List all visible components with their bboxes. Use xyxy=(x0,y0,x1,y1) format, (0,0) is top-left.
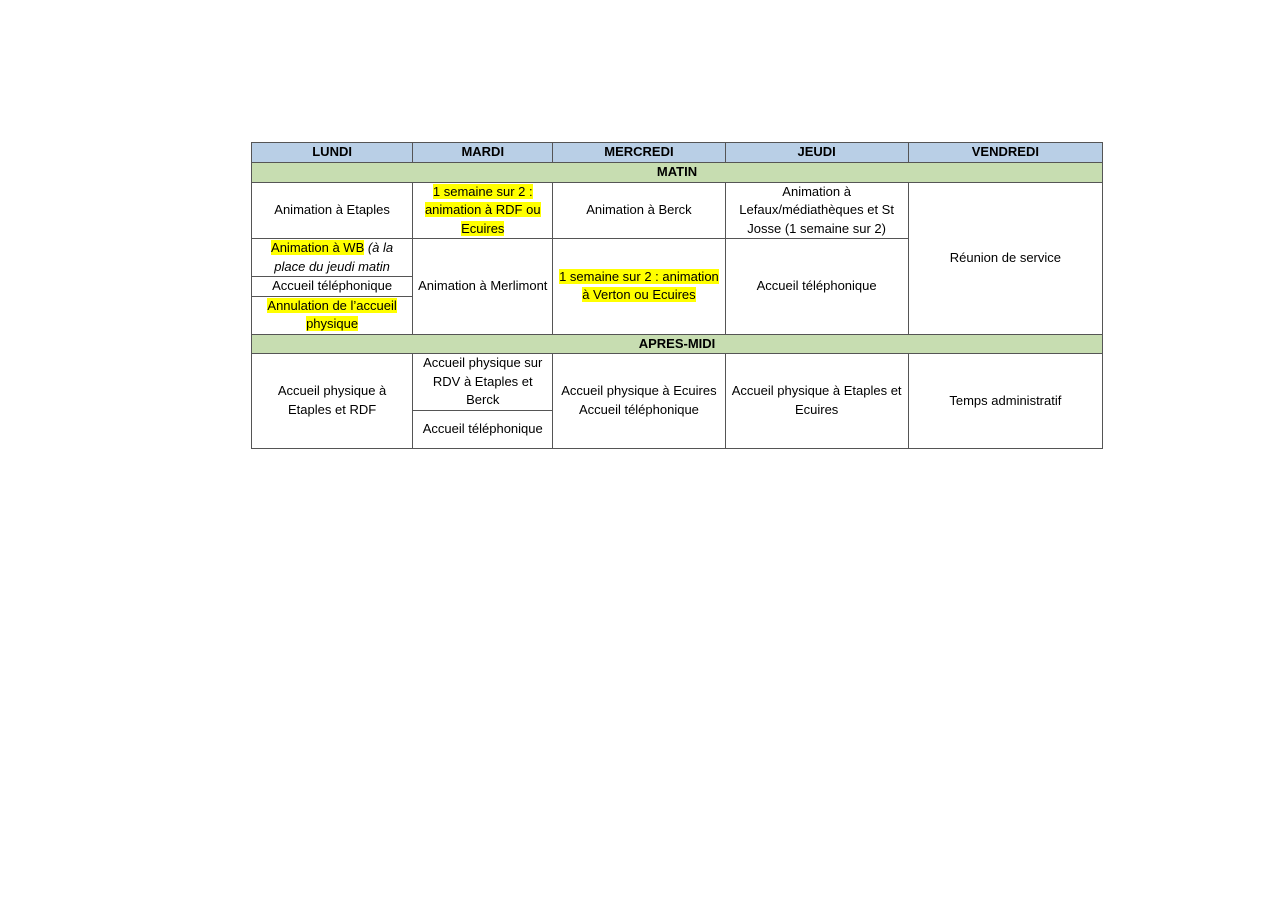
cell-mardi-morning-bottom: Animation à Merlimont xyxy=(413,239,553,335)
cell-jeudi-morning-top: Animation à Lefaux/médiathèques et St Josse (1 semaine sur 2) xyxy=(725,182,908,239)
highlighted-text: Animation à WB xyxy=(271,240,365,255)
cell-line: Accueil physique à Ecuires xyxy=(561,383,717,399)
header-mardi: MARDI xyxy=(413,143,553,163)
section-title-afternoon: APRES-MIDI xyxy=(252,334,1103,354)
header-lundi: LUNDI xyxy=(252,143,413,163)
day-header-row xyxy=(252,143,1103,163)
section-row-afternoon xyxy=(252,334,1103,354)
cell-mardi-morning-top xyxy=(413,182,553,239)
cell-lundi-morning-2 xyxy=(252,239,413,277)
cell-lundi-morning-3: Accueil téléphonique xyxy=(252,277,413,297)
cell-mardi-afternoon-top: Accueil physique sur RDV à Etaples et Berck xyxy=(413,354,553,411)
header-jeudi: JEUDI xyxy=(725,143,908,163)
italic-note: (à la place du jeudi matin xyxy=(274,240,394,274)
weekly-schedule-table xyxy=(251,142,1103,449)
section-row-morning xyxy=(252,163,1103,183)
cell-vendredi-morning: Réunion de service xyxy=(908,182,1102,334)
highlighted-text: 1 semaine sur 2 : animation à RDF ou Ecuires xyxy=(424,183,541,236)
cell-jeudi-morning-bottom: Accueil téléphonique xyxy=(725,239,908,335)
header-vendredi: VENDREDI xyxy=(908,143,1102,163)
cell-mercredi-afternoon xyxy=(553,354,725,449)
cell-lundi-morning-1: Animation à Etaples xyxy=(252,182,413,239)
cell-line: Accueil téléphonique xyxy=(578,401,699,417)
cell-lundi-morning-4 xyxy=(252,296,413,334)
cell-jeudi-afternoon: Accueil physique à Etaples et Ecuires xyxy=(725,354,908,449)
highlighted-text: 1 semaine sur 2 : animation à Verton ou Ecuires xyxy=(559,268,719,303)
cell-mardi-afternoon-bottom: Accueil téléphonique xyxy=(413,410,553,448)
afternoon-row-a xyxy=(252,354,1103,411)
morning-row-a xyxy=(252,182,1103,239)
header-mercredi: MERCREDI xyxy=(553,143,725,163)
section-title-morning: MATIN xyxy=(252,163,1103,183)
cell-vendredi-afternoon: Temps administratif xyxy=(908,354,1102,449)
cell-mercredi-morning-top: Animation à Berck xyxy=(553,182,725,239)
cell-lundi-afternoon: Accueil physique à Etaples et RDF xyxy=(252,354,413,449)
cell-mercredi-morning-bottom xyxy=(553,239,725,335)
highlighted-text: Annulation de l’accueil physique xyxy=(267,297,397,331)
